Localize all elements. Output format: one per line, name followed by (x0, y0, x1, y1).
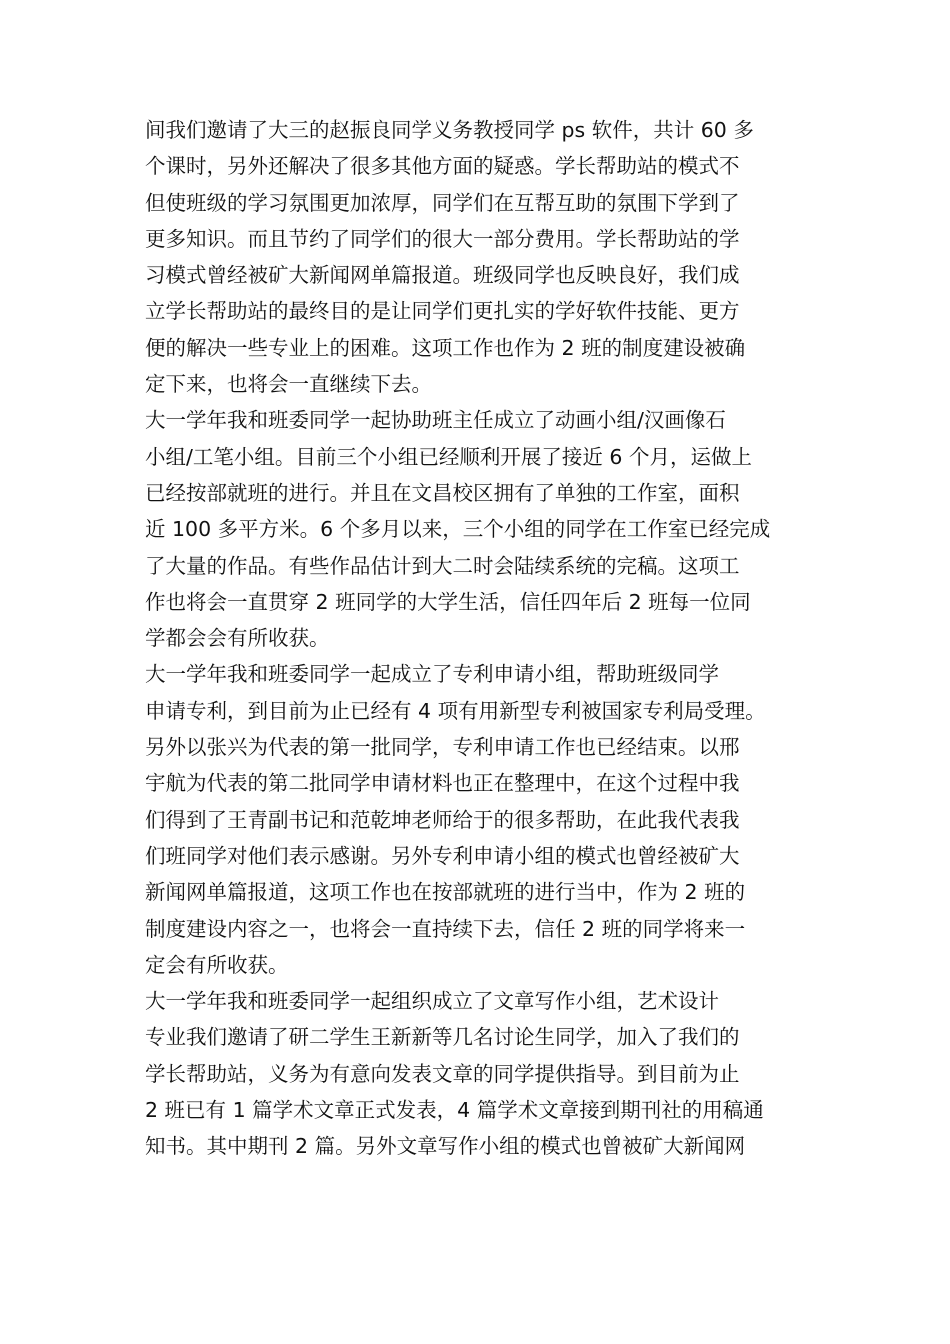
text-line: 了大量的作品。有些作品估计到大二时会陆续系统的完稿。这项工 (145, 553, 740, 578)
text-line: 更多知识。而且节约了同学们的很大一部分费用。学长帮助站的学 (145, 226, 740, 251)
paragraph-3 (145, 656, 815, 983)
paragraph-2 (145, 402, 815, 656)
text-line: 便的解决一些专业上的困难。这项工作也作为 2 班的制度建设被确 (145, 335, 746, 360)
text-line: 小组/工笔小组。目前三个小组已经顺利开展了接近 6 个月，运做上 (145, 444, 752, 469)
text-line: 大一学年我和班委同学一起组织成立了文章写作小组，艺术设计 (145, 989, 719, 1014)
text-line: 2 班已有 1 篇学术文章正式发表，4 篇学术文章接到期刊社的用稿通 (145, 1098, 764, 1123)
text-line: 申请专利，到目前为止已经有 4 项有用新型专利被国家专利局受理。 (145, 698, 766, 723)
text-line: 制度建设内容之一，也将会一直持续下去，信任 2 班的同学将来一 (145, 916, 746, 941)
text-line: 宇航为代表的第二批同学申请材料也正在整理中，在这个过程中我 (145, 771, 740, 796)
text-line: 间我们邀请了大三的赵振良同学义务教授同学 ps 软件，共计 60 多 (145, 118, 754, 142)
text-line: 另外以张兴为代表的第一批同学，专利申请工作也已经结束。以邢 (145, 735, 740, 760)
text-line: 们班同学对他们表示感谢。另外专利申请小组的模式也曾经被矿大 (145, 843, 740, 868)
document-body (145, 112, 815, 1165)
text-line: 学长帮助站，义务为有意向发表文章的同学提供指导。到目前为止 (145, 1061, 740, 1086)
text-line: 新闻网单篇报道，这项工作也在按部就班的进行当中，作为 2 班的 (145, 880, 746, 905)
text-line: 但使班级的学习氛围更加浓厚，同学们在互帮互助的氛围下学到了 (145, 190, 740, 215)
text-line: 定会有所收获。 (145, 952, 289, 977)
text-line: 学都会会有所收获。 (145, 626, 330, 651)
text-line: 已经按部就班的进行。并且在文昌校区拥有了单独的工作室，面积 (145, 480, 740, 505)
text-line: 定下来，也将会一直继续下去。 (145, 372, 432, 397)
text-line: 立学长帮助站的最终目的是让同学们更扎实的学好软件技能、更方 (145, 299, 740, 324)
text-line: 大一学年我和班委同学一起成立了专利申请小组，帮助班级同学 (145, 662, 719, 687)
text-line: 近 100 多平方米。6 个多月以来，三个小组的同学在工作室已经完成 (145, 517, 771, 542)
paragraph-4 (145, 983, 815, 1164)
text-line: 习模式曾经被矿大新闻网单篇报道。班级同学也反映良好，我们成 (145, 263, 740, 288)
paragraph-1 (145, 112, 815, 402)
text-line: 大一学年我和班委同学一起协助班主任成立了动画小组/汉画像石 (145, 408, 726, 433)
text-line: 个课时，另外还解决了很多其他方面的疑惑。学长帮助站的模式不 (145, 154, 740, 179)
text-line: 作也将会一直贯穿 2 班同学的大学生活，信任四年后 2 班每一位同 (145, 589, 751, 614)
text-line: 知书。其中期刊 2 篇。另外文章写作小组的模式也曾被矿大新闻网 (145, 1134, 746, 1159)
text-line: 专业我们邀请了研二学生王新新等几名讨论生同学，加入了我们的 (145, 1025, 740, 1050)
text-line: 们得到了王青副书记和范乾坤老师给于的很多帮助，在此我代表我 (145, 807, 740, 832)
